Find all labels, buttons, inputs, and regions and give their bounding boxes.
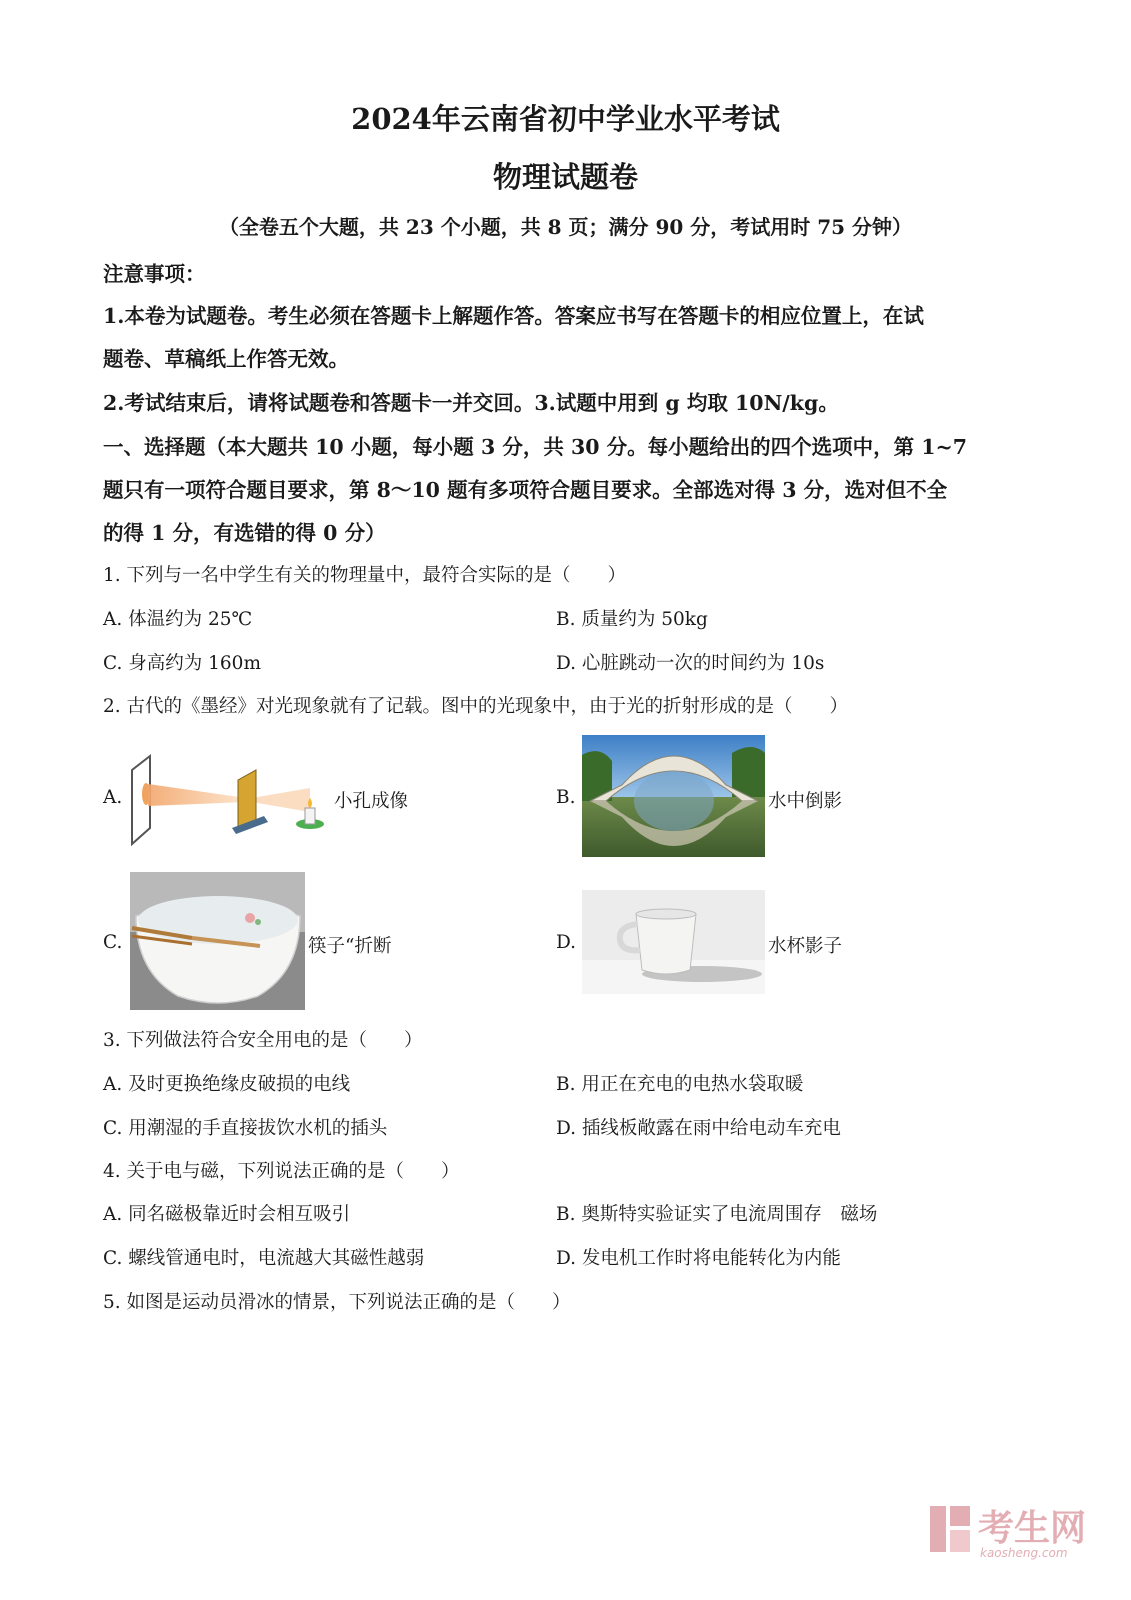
exam-info: （全卷五个大题，共 23 个小题，共 8 页；满分 90 分，考试用时 75 分钟）	[218, 215, 913, 239]
q2-option-d-caption: 水杯影子	[768, 936, 843, 957]
q1-option-b: B. 质量约为 50kg	[556, 609, 708, 630]
q2-stem: 2. 古代的《墨经》对光现象就有了记载。图中的光现象中，由于光的折射形成的是（ ）	[103, 696, 849, 717]
q4-option-b: B. 奥斯特实验证实了电流周围存 磁场	[556, 1204, 878, 1225]
q4-option-d: D. 发电机工作时将电能转化为内能	[556, 1248, 841, 1269]
q1-option-d: D. 心脏跳动一次的时间约为 10s	[556, 653, 825, 674]
q1-option-c: C. 身高约为 160m	[103, 653, 261, 674]
q5-stem: 5. 如图是运动员滑冰的情景，下列说法正确的是（ ）	[103, 1292, 571, 1313]
q2-option-d-letter: D.	[556, 932, 577, 953]
cup-shadow-photo	[582, 890, 765, 994]
watermark-url: kaosheng.com	[980, 1546, 1068, 1560]
q1-option-a: A. 体温约为 25℃	[103, 609, 253, 630]
q2-option-c-letter: C.	[103, 932, 123, 953]
exam-subtitle: 物理试题卷	[492, 160, 638, 194]
q3-option-c: C. 用潮湿的手直接拔饮水机的插头	[103, 1118, 388, 1139]
exam-title: 2024年云南省初中学业水平考试	[351, 102, 780, 136]
q4-stem: 4. 关于电与磁，下列说法正确的是（ ）	[103, 1161, 460, 1182]
watermark-emblem-icon	[928, 1504, 972, 1554]
notes-line-1: 1.本卷为试题卷。考生必须在答题卡上解题作答。答案应书写在答题卡的相应位置上，在试	[103, 304, 924, 328]
notes-heading: 注意事项：	[103, 262, 206, 286]
notes-line-3: 2.考试结束后，请将试题卷和答题卡一并交回。3.试题中用到 g 均取 10N/kg。	[103, 391, 839, 415]
q2-option-b-letter: B.	[556, 787, 576, 808]
q3-option-b: B. 用正在充电的电热水袋取暖	[556, 1074, 804, 1095]
q3-option-d: D. 插线板敞露在雨中给电动车充电	[556, 1118, 841, 1139]
q4-option-a: A. 同名磁极靠近时会相互吸引	[103, 1204, 351, 1225]
pinhole-imaging-illustration	[128, 750, 340, 850]
q3-stem: 3. 下列做法符合安全用电的是（ ）	[103, 1030, 423, 1051]
watermark-brand: 考生网	[978, 1508, 1087, 1549]
watermark-logo	[928, 1500, 1098, 1564]
q2-option-a-letter: A.	[103, 787, 123, 808]
notes-line-2: 题卷、草稿纸上作答无效。	[103, 347, 349, 371]
q2-option-b-caption: 水中倒影	[768, 791, 843, 812]
section-heading-line-1: 一、选择题（本大题共 10 小题，每小题 3 分，共 30 分。每小题给出的四个选项中，第 1~7	[103, 435, 967, 459]
section-heading-line-2: 题只有一项符合题目要求，第 8～10 题有多项符合题目要求。全部选对得 3 分，选对但不全	[103, 478, 948, 502]
section-heading-line-3: 的得 1 分，有选错的得 0 分）	[103, 521, 386, 545]
bridge-reflection-photo	[582, 735, 765, 857]
q3-option-a: A. 及时更换绝缘皮破损的电线	[103, 1074, 351, 1095]
q2-option-a-caption: 小孔成像	[334, 791, 409, 812]
q1-stem: 1. 下列与一名中学生有关的物理量中，最符合实际的是（ ）	[103, 565, 627, 586]
q2-option-c-caption: 筷子“折断	[308, 936, 392, 957]
q4-option-c: C. 螺线管通电时，电流越大其磁性越弱	[103, 1248, 425, 1269]
bent-chopsticks-photo	[130, 872, 305, 1010]
